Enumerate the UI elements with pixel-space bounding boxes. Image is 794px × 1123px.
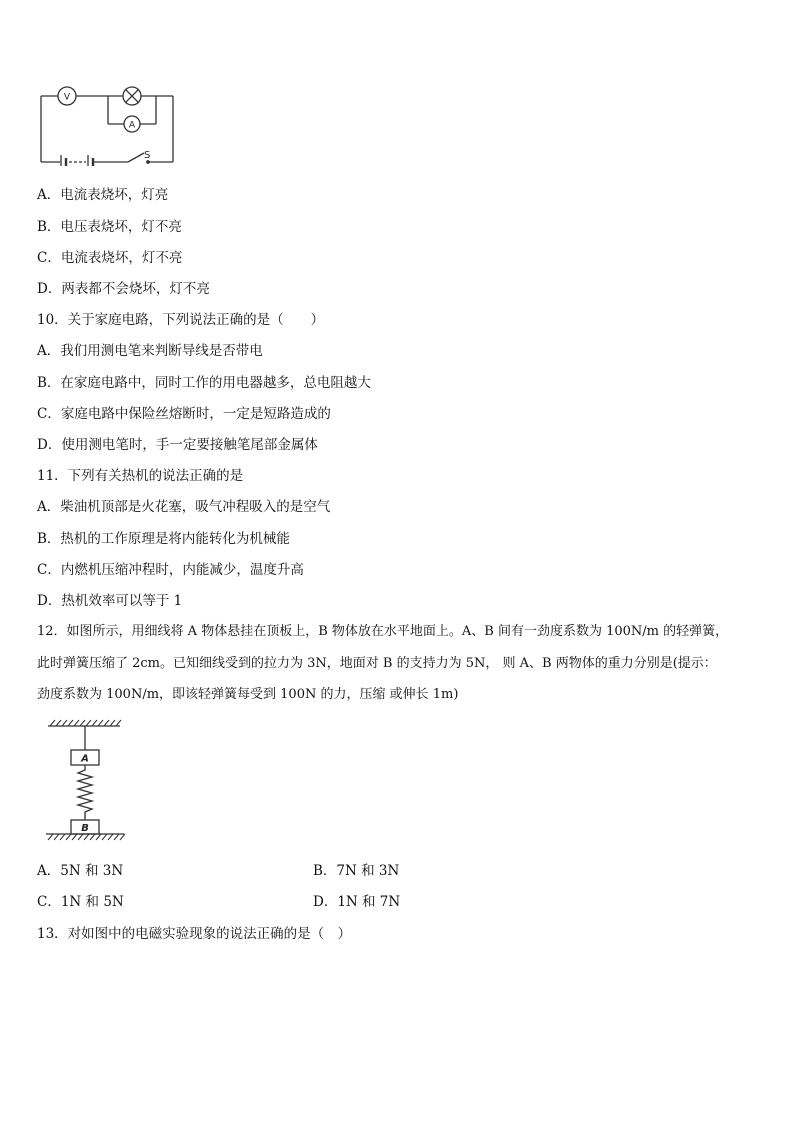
q11-option-a[interactable]: A．柴油机顶部是火花塞，吸气冲程吸入的是空气 bbox=[37, 499, 331, 515]
q10-option-a[interactable]: A．我们用测电笔来判断导线是否带电 bbox=[37, 343, 263, 359]
ground-hatch bbox=[48, 834, 125, 840]
q10-stem: 10．关于家庭电路，下列说法正确的是（ ） bbox=[37, 312, 325, 328]
switch-lever bbox=[128, 153, 144, 162]
q10-option-c[interactable]: C．家庭电路中保险丝熔断时，一定是短路造成的 bbox=[37, 406, 331, 422]
spring bbox=[78, 765, 92, 820]
q12-option-a[interactable]: A．5N 和 3N bbox=[37, 863, 124, 879]
q12-option-c[interactable]: C．1N 和 5N bbox=[37, 894, 124, 910]
q11-option-b[interactable]: B．热机的工作原理是将内能转化为机械能 bbox=[37, 531, 290, 547]
q12-stem-line-3: 劲度系数为 100N/m，即该轻弹簧每受到 100N 的力，压缩 或伸长 1m) bbox=[37, 687, 459, 702]
q11-stem: 11．下列有关热机的说法正确的是 bbox=[37, 468, 244, 484]
ammeter-label: A bbox=[128, 120, 136, 131]
q13-stem: 13．对如图中的电磁实验现象的说法正确的是（ ） bbox=[37, 926, 352, 942]
switch-label: S bbox=[144, 150, 151, 161]
circuit-diagram bbox=[36, 84, 178, 166]
q11-option-d[interactable]: D．热机效率可以等于 1 bbox=[37, 593, 183, 609]
spring-diagram bbox=[44, 716, 126, 848]
ceiling-hatch bbox=[50, 720, 121, 726]
block-b-label: B bbox=[81, 823, 89, 834]
q9-option-a[interactable]: A．电流表烧坏，灯亮 bbox=[37, 187, 169, 203]
q9-option-c[interactable]: C．电流表烧坏，灯不亮 bbox=[37, 250, 183, 266]
q9-option-b[interactable]: B．电压表烧坏，灯不亮 bbox=[37, 219, 182, 235]
block-a-label: A bbox=[81, 753, 89, 765]
q9-option-d[interactable]: D．两表都不会烧坏，灯不亮 bbox=[37, 281, 210, 297]
q12-stem-line-2: 此时弹簧压缩了 2cm。已知细线受到的拉力为 3N，地面对 B 的支持力为 5N， 则 A、B 两物体的重力分别是(提示： bbox=[37, 656, 717, 671]
q10-option-d[interactable]: D．使用测电笔时，手一定要接触笔尾部金属体 bbox=[37, 437, 318, 453]
voltmeter-label: V bbox=[63, 92, 71, 103]
q12-stem-line-1: 12．如图所示，用细线将 A 物体悬挂在顶板上，B 物体放在水平地面上。A、B 间有一劲度系数为 100N/m 的轻弹簧， bbox=[37, 624, 729, 639]
switch-pivot bbox=[147, 161, 149, 163]
q11-option-c[interactable]: C．内燃机压缩冲程时，内能减少，温度升高 bbox=[37, 562, 304, 578]
q12-option-d[interactable]: D．1N 和 7N bbox=[313, 894, 401, 910]
q12-option-b[interactable]: B．7N 和 3N bbox=[313, 863, 400, 879]
q10-option-b[interactable]: B．在家庭电路中，同时工作的用电器越多，总电阻越大 bbox=[37, 375, 371, 391]
